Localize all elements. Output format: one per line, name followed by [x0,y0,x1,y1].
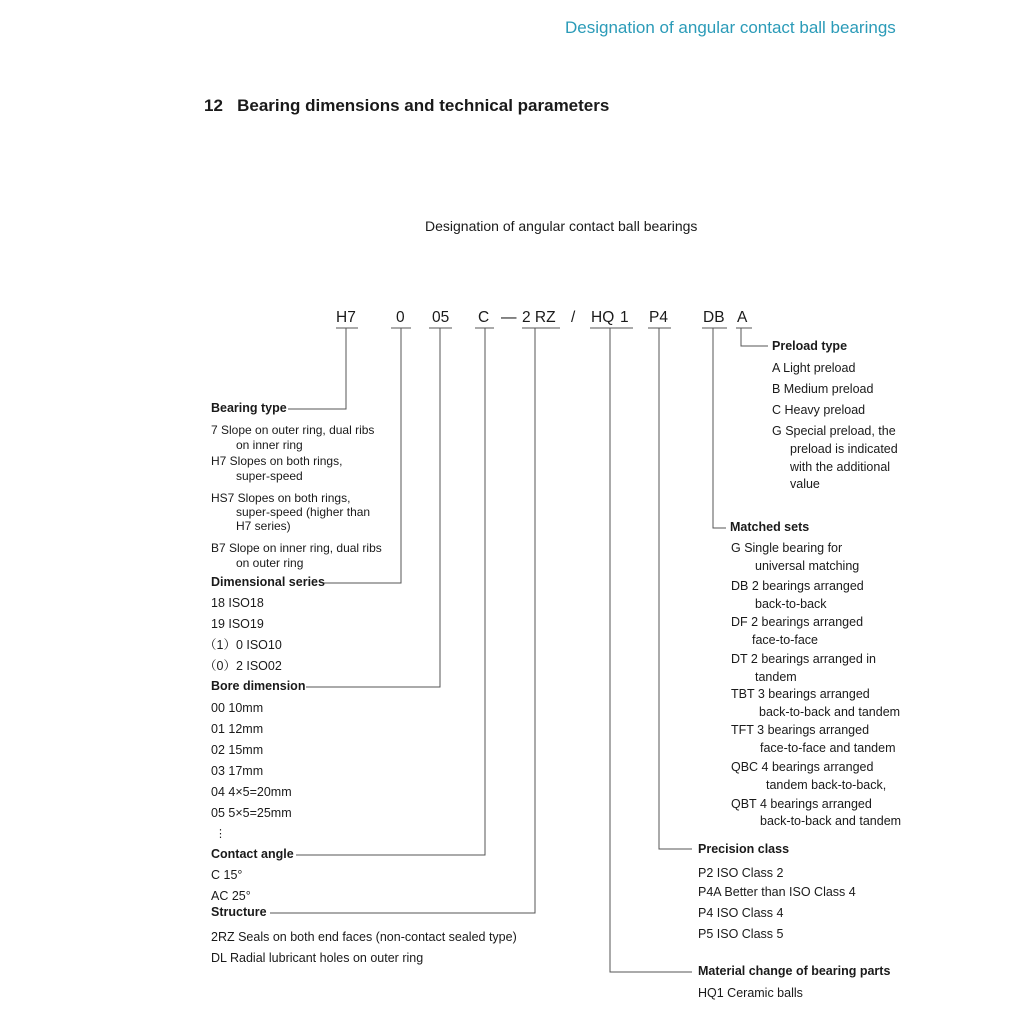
code-precision: P4 [649,309,668,326]
code-matched-set: DB [703,309,725,326]
leader-precision-class [659,328,692,849]
list-item: on inner ring [236,438,303,452]
list-item: back-to-back [755,597,827,611]
list-item: P5 ISO Class 5 [698,927,784,941]
list-item: （1）0 ISO10 [204,638,282,652]
list-item: P4A Better than ISO Class 4 [698,885,856,899]
structure-heading: Structure [211,905,267,919]
list-item: super-speed [236,469,303,483]
list-item: with the additional [790,460,891,474]
ellipsis-icon: ⋮ [215,828,226,840]
list-item: （0）2 ISO02 [204,659,282,673]
leader-matched-sets [713,328,726,528]
list-item: 04 4×5=20mm [211,785,292,799]
list-item: A Light preload [772,361,856,375]
list-item: value [790,477,820,491]
leader-contact-angle [296,328,485,855]
list-item: DT 2 bearings arranged in [731,652,876,666]
list-item: 2RZ Seals on both end faces (non-contact sealed type) [211,930,517,944]
list-item: QBC 4 bearings arranged [731,760,874,774]
contact-angle-heading: Contact angle [211,847,294,861]
list-item: 02 15mm [211,743,264,757]
list-item: B Medium preload [772,382,874,396]
code-bore: 05 [432,309,450,326]
list-item: back-to-back and tandem [760,814,902,828]
list-item: B7 Slope on inner ring, dual ribs [211,541,382,555]
preload-type-heading: Preload type [772,339,848,353]
list-item: QBT 4 bearings arranged [731,797,872,811]
list-item: C 15° [211,868,243,882]
diagram-title: Designation of angular contact ball bearings [425,218,698,234]
list-item: H7 series) [236,519,291,533]
code-dash: — [501,309,517,326]
list-item: 18 ISO18 [211,596,264,610]
list-item: DB 2 bearings arranged [731,579,864,593]
list-item: H7 Slopes on both rings, [211,454,343,468]
bearing-type-heading: Bearing type [211,401,287,415]
list-item: preload is indicated [790,442,898,456]
list-item: back-to-back and tandem [759,705,901,719]
list-item: C Heavy preload [772,403,866,417]
list-item: face-to-face [752,633,819,647]
list-item: TFT 3 bearings arranged [731,723,870,737]
list-item: G Special preload, the [772,424,896,438]
list-item: 00 10mm [211,701,264,715]
list-item: tandem back-to-back, [766,778,887,792]
list-item: face-to-face and tandem [760,741,896,755]
list-item: 05 5×5=25mm [211,806,292,820]
section-number: 12 [204,96,223,115]
list-item: 19 ISO19 [211,617,264,631]
material-change-heading: Material change of bearing parts [698,964,891,978]
precision-class-heading: Precision class [698,842,790,856]
list-item: tandem [755,670,797,684]
code-structure: 2 RZ [522,309,556,326]
list-item: 03 17mm [211,764,264,778]
code-preload: A [737,309,748,326]
list-item: P2 ISO Class 2 [698,866,784,880]
list-item: AC 25° [211,889,251,903]
list-item: DF 2 bearings arranged [731,615,864,629]
list-item: HS7 Slopes on both rings, [211,491,351,505]
leader-bearing-type [288,328,346,409]
code-bearing-type: H7 [336,309,356,326]
list-item: G Single bearing for [731,541,843,555]
list-item: TBT 3 bearings arranged [731,687,870,701]
matched-sets-heading: Matched sets [730,520,810,534]
list-item: HQ1 Ceramic balls [698,986,803,1000]
list-item: P4 ISO Class 4 [698,906,784,920]
leader-material-change [610,328,692,972]
code-material-number: 1 [620,309,629,326]
dimensional-series-heading: Dimensional series [211,575,325,589]
list-item: universal matching [755,559,860,573]
code-slash: / [571,309,576,326]
code-contact-angle: C [478,309,490,326]
leader-structure [270,328,535,913]
list-item: on outer ring [236,556,304,570]
list-item: super-speed (higher than [236,505,371,519]
list-item: 01 12mm [211,722,264,736]
running-header: Designation of angular contact ball bearings [565,18,896,37]
list-item: DL Radial lubricant holes on outer ring [211,951,424,965]
leader-preload-type [741,328,768,346]
list-item: 7 Slope on outer ring, dual ribs [211,423,375,437]
code-material: HQ [591,309,615,326]
code-dimensional-series: 0 [396,309,405,326]
bore-dimension-heading: Bore dimension [211,679,306,693]
section-title: Bearing dimensions and technical parameters [237,96,610,115]
